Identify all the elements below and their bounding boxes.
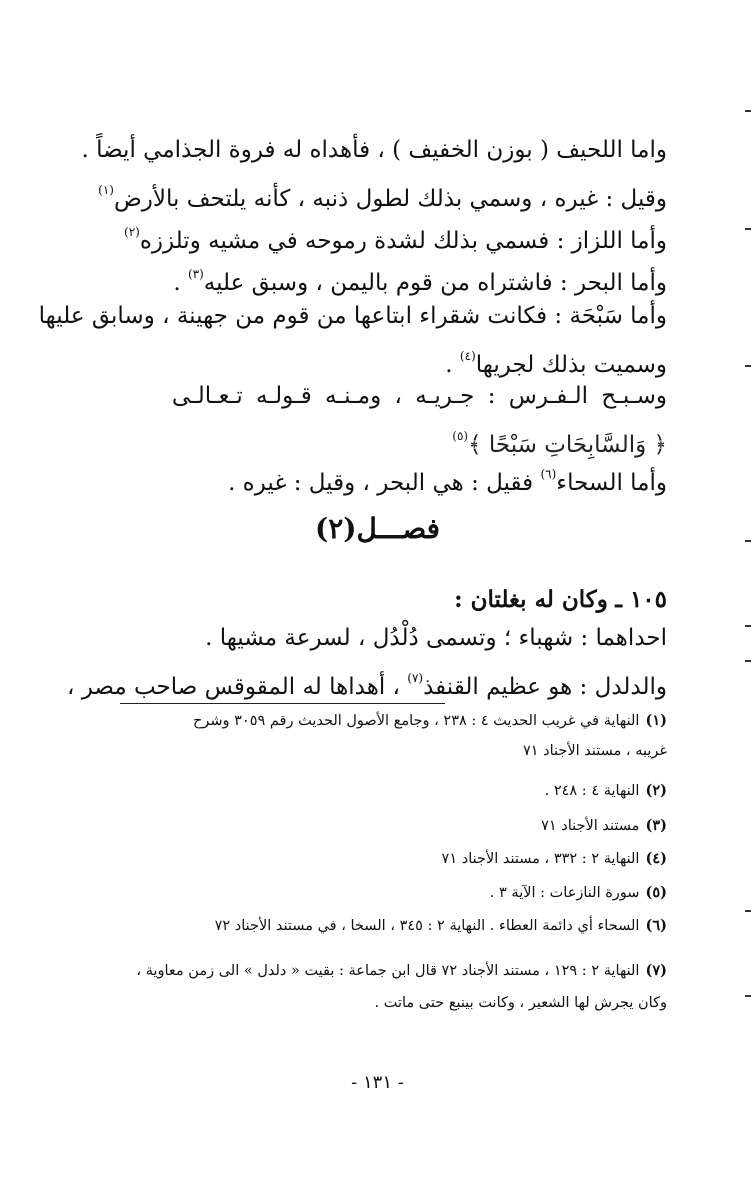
margin-mark <box>745 995 751 997</box>
section-heading: فصـــل(٢) <box>314 512 441 545</box>
footnote-1-cont: غريبه ، مستند الأجناد ٧١ <box>522 743 667 759</box>
section-title-line <box>107 580 667 620</box>
margin-mark <box>745 540 751 542</box>
body-line-1: واما اللحيف ( بوزن الخفيف ) ، فأهداه له فروة الجذامي أيضاً . <box>81 137 667 163</box>
footnote-6: (٦)السحاء أي دائمة العطاء . النهاية ٢ : ٣٤٥ ، السخا ، في مستند الأجناد ٧٢ <box>214 917 667 934</box>
section-line-2: والدلدل : هو عظيم القنفذ$^{(٧)}$ ، أهداها له المقوقس صاحب مصر ، <box>66 671 667 700</box>
footnote-7-cont: وكان يجرش لها الشعير ، وكانت بينبع حتى ماتت . <box>374 995 667 1011</box>
footnote-separator <box>120 703 445 704</box>
section-title: وكان له بغلتان : <box>454 586 608 613</box>
margin-mark <box>745 228 751 230</box>
footnote-2: (٢)النهاية ٤ : ٢٤٨ . <box>544 782 667 799</box>
footnote-3: (٣)مستند الأجناد ٧١ <box>541 817 667 834</box>
footnote-1: (١)النهاية في غريب الحديث ٤ : ٢٣٨ ، وجامع الأصول الحديث رقم ٣٠٥٩ وشرح <box>193 712 667 729</box>
footnote-marker-6[interactable]: (٦) <box>540 467 557 481</box>
page-number: - ١٣١ - <box>351 1072 404 1093</box>
section-number: ١٠٥ ـ <box>615 586 667 613</box>
body-line-4: وأما البحر : فاشتراه من قوم باليمن ، وسبق عليه$^{(٣)}$ . <box>173 267 667 296</box>
footnote-marker-1[interactable]: (١) <box>98 183 114 197</box>
footnote-5: (٥)سورة النازعات : الآية ٣ . <box>489 884 667 901</box>
footnote-marker-5[interactable]: (٥) <box>452 429 469 443</box>
footnote-7: (٧)النهاية ٢ : ١٢٩ ، مستند الأجناد ٧٢ قال ابن جماعة : بقيت « دلدل » الى زمن معاوية ، <box>136 962 667 979</box>
margin-mark <box>745 660 751 662</box>
margin-mark <box>745 365 751 367</box>
body-line-7: وسـبـح الـفـرس : جـريـه ، ومـنـه قـولـه تـعـالـى <box>171 383 667 409</box>
margin-mark <box>745 910 751 912</box>
body-line-3: وأما اللزاز : فسمي بذلك لشدة رموحه في مشيه وتلززه$^{(٢)}$ <box>124 225 667 254</box>
footnote-4: (٤)النهاية ٢ : ٣٣٢ ، مستند الأجناد ٧١ <box>441 850 667 867</box>
footnote-marker-3[interactable]: (٣) <box>187 267 204 281</box>
footnote-marker-7[interactable]: (٧) <box>407 671 424 685</box>
footnote-marker-4[interactable]: (٤) <box>459 349 476 363</box>
quran-verse: ﴿ وَالسَّابِحَاتِ سَبْحًا ﴾$^{(٥)}$ <box>452 429 667 458</box>
margin-mark <box>745 110 751 112</box>
body-line-2: وقيل : غيره ، وسمي بذلك لطول ذنبه ، كأنه يلتحف بالأرض$^{(١)}$ <box>98 183 667 212</box>
margin-mark <box>745 625 751 627</box>
body-line-5: وأما سَبْحَة : فكانت شقراء ابتاعها من قوم من جهينة ، وسابق عليها <box>38 303 667 329</box>
body-line-6: وسميت بذلك لجريها$^{(٤)}$ . <box>445 349 667 378</box>
footnote-marker-2[interactable]: (٢) <box>124 225 140 239</box>
body-line-8: وأما السحاء$^{(٦)}$ فقيل : هي البحر ، وقيل : غيره . <box>228 467 667 496</box>
section-line-1: احداهما : شهباء ؛ وتسمى دُلْدُل ، لسرعة مشيها . <box>205 625 667 651</box>
